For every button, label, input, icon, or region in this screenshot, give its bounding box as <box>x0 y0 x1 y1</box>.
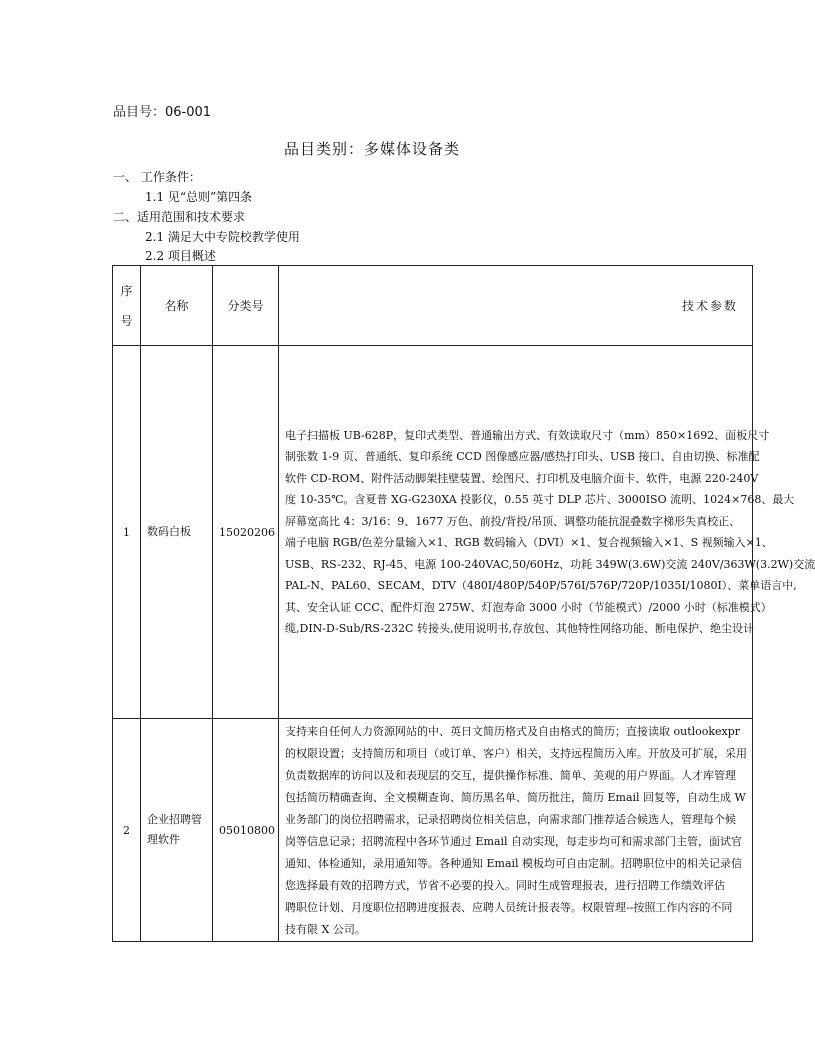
tech-line: 制张数 1-9 页、普通纸、复印系统 CCD 图像感应器/感热打印头、USB 接口、自由切换、标准配 <box>285 450 760 463</box>
tech-line: USB、RS-232、RJ-45、电源 100-240VAC,50/60Hz、功耗 349W(3.6W)交流 240V/363W(3.2W)交流 <box>285 557 815 571</box>
section-1-1: 1.1 见“总则”第四条 <box>145 190 253 204</box>
tech-line: 支持来自任何人力资源网站的中、英日文简历格式及自由格式的简历；直接读取 outlookexpr <box>285 725 741 738</box>
section-2-2: 2.2 项目概述 <box>145 249 216 263</box>
header-seq <box>113 266 141 346</box>
header-code: 分类号 <box>213 266 279 346</box>
header-tech: 技术参数 <box>279 266 753 346</box>
tech-line: 软件 CD-ROM、附件活动脚架挂壁装置、绘图尺、打印机及电脑介面卡、软件，电源 220-240V <box>285 471 759 485</box>
table-row <box>113 346 753 719</box>
tech-line: 度 10-35℃。含夏普 XG-G230XA 投影仪，0.55 英寸 DLP 芯片、3000ISO 流明、1024×768、最大 <box>285 493 795 506</box>
tech-line: 缆,DIN-D-Sub/RS-232C 转接头,使用说明书,存放包、其他特性网络功能、断电保护、绝尘设计 <box>285 622 754 635</box>
table-header-row <box>113 266 753 346</box>
row-name: 企业招聘管理软件 <box>141 719 213 942</box>
item-number: 品目号：06-001 <box>113 105 212 120</box>
tech-line: 您选择最有效的招聘方式，节省不必要的投入。同时生成管理报表，进行招聘工作绩效评估 <box>285 879 725 892</box>
page-title: 品目类别：多媒体设备类 <box>283 140 460 158</box>
row-code: 05010800 <box>213 719 279 942</box>
tech-line: PAL-N、PAL60、SECAM、DTV（480I/480P/540P/576I/576P/720P/1035I/1080I）、菜单语言中, <box>285 579 797 592</box>
tech-line: 的权限设置；支持简历和项目（或订单、客户）相关，支持远程简历入库。开放及可扩展，采用 <box>285 747 747 760</box>
section-2-heading: 二、适用范围和技术要求 <box>113 210 246 224</box>
tech-line: 屏幕宽高比 4：3/16：9、1677 万色、前投/背投/吊顶、调整功能抗混叠数字梯形失真校正、 <box>285 514 741 528</box>
tech-line: 聘职位计划、月度职位招聘进度报表、应聘人员统计报表等。权限管理--按照工作内容的不同 <box>285 901 733 914</box>
spec-table <box>112 265 815 942</box>
tech-line: 包括简历精确查询、全文模糊查询、简历黑名单、简历批注，简历 Email 回复等，自动生成 W <box>285 791 746 804</box>
header-name: 名称 <box>141 266 213 346</box>
row-code: 15020206 <box>213 346 279 719</box>
tech-line: 负责数据库的访问以及和表现层的交互，提供操作标准、简单、美观的用户界面。人才库管理 <box>285 769 736 782</box>
section-1-heading: 一、 工作条件： <box>113 170 201 184</box>
tech-line: 电子扫描板 UB-628P，复印式类型、普通输出方式、有效读取尺寸（mm）850×1692、面板尺寸 <box>285 428 770 442</box>
header-seq-bottom: 号 <box>120 313 133 328</box>
row-tech <box>279 346 815 719</box>
table-row <box>113 719 753 942</box>
tech-line: 岗等信息记录；招聘流程中各环节通过 Email 自动实现，每走步均可和需求部门主管，面试官 <box>285 835 743 848</box>
section-2-1: 2.1 满足大中专院校教学使用 <box>145 230 300 244</box>
row-seq: 2 <box>113 719 141 942</box>
tech-line: 端子电脑 RGB/色差分量输入×1、RGB 数码输入（DVI）×1、复合视频输入×1、S 视频输入×1、 <box>285 536 773 549</box>
tech-line: 其、安全认证 CCC、配件灯泡 275W、灯泡寿命 3000 小时（节能模式）/2000 小时（标准模式） <box>285 600 772 614</box>
row-name: 数码白板 <box>141 346 213 719</box>
tech-line: 业务部门的岗位招聘需求，记录招聘岗位相关信息，向需求部门推荐适合候选人，管理每个候 <box>285 813 736 826</box>
row-tech <box>279 719 753 942</box>
tech-line: 通知、体检通知，录用通知等。各种通知 Email 模板均可自由定制。招聘职位中的相关记录信 <box>285 857 743 870</box>
tech-line: 技有限 X 公司。 <box>285 923 366 936</box>
header-seq-top: 序 <box>120 283 133 298</box>
row-seq: 1 <box>113 346 141 719</box>
